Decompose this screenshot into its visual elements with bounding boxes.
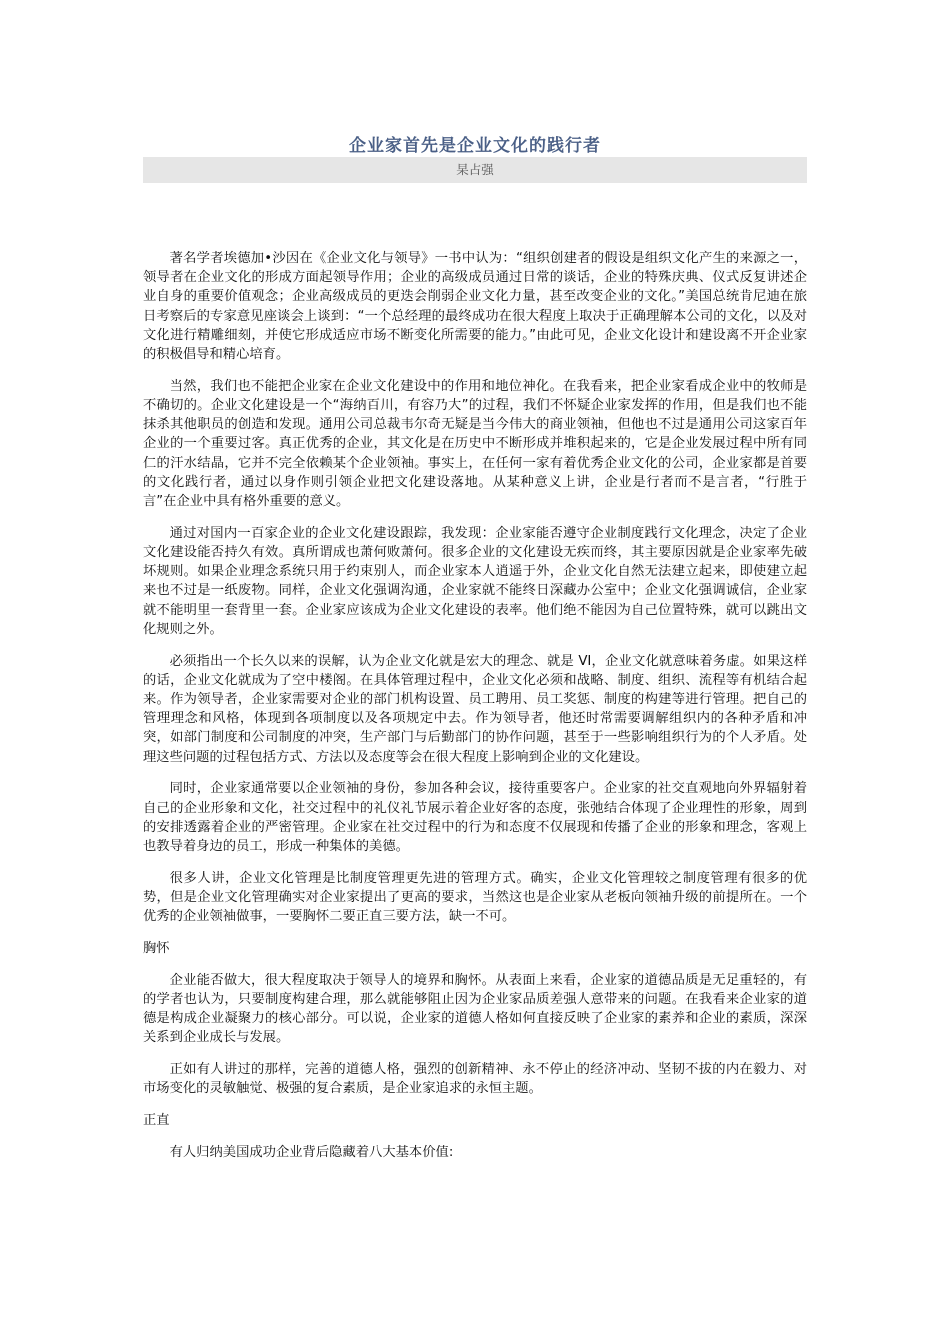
paragraph: 当然，我们也不能把企业家在企业文化建设中的作用和地位神化。在我看来，把企业家看成企业中的牧师是不确切的。企业文化建设是一个“海纳百川，有容乃大”的过程，我们不怀疑企业家发挥的作用，但是我们也不能抹杀其他职员的创造和发现。通用公司总裁韦尔奇无疑是当今伟大的商业领袖，但他也不过是通用公司这家百年企业的一个重要过客。真正优秀的企业，其文化是在历史中不断形成并堆积起来的，它是企业发展过程中所有同仁的汗水结晶，它并不完全依赖某个企业领袖。事实上，在任何一家有着优秀企业文化的公司，企业家都是首要的文化践行者，通过以身作则引领企业把文化建设落地。从某种意义上讲，企业是行者而不是言者，“行胜于言”在企业中具有格外重要的意义。 xyxy=(143,378,807,510)
author-bar xyxy=(143,157,807,183)
paragraph: 企业能否做大，很大程度取决于领导人的境界和胸怀。从表面上来看，企业家的道德品质是无足重轻的，有的学者也认为，只要制度构建合理，那么就能够阻止因为企业家品质差强人意带来的问题。在我看来企业家的道德是构成企业凝聚力的核心部分。可以说，企业家的道德人格如何直接反映了企业家的素养和企业的素质，深深关系到企业成长与发展。 xyxy=(143,972,807,1046)
paragraph: 正如有人讲过的那样，完善的道德人格，强烈的创新精神、永不停止的经济冲动、坚韧不拔的内在毅力、对市场变化的灵敏触觉、极强的复合素质，是企业家追求的永恒主题。 xyxy=(143,1062,807,1097)
paragraph: 有人归纳美国成功企业背后隐藏着八大基本价值: xyxy=(169,1145,454,1161)
paragraph: 著名学者埃德加•沙因在《企业文化与领导》一书中认为：“组织创建者的假设是组织文化产生的来源之一，领导者在企业文化的形成方面起领导作用；企业的高级成员通过日常的谈话，企业的特殊庆典、仪式反复讲述企业自身的重要价值观念；企业高级成员的更迭会削弱企业文化力量，甚至改变企业的文化。”美国总统肯尼迪在旅日考察后的专家意见座谈会上谈到：“一个总经理的最终成功在很大程度上取决于正确理解本公司的文化，以及对文化进行精雕细刻，并使它形成适应市场不断变化所需要的能力。”由此可见，企业文化设计和建设离不开企业家的积极倡导和精心培育。 xyxy=(143,251,807,363)
paragraph: 通过对国内一百家企业的企业文化建设跟踪，我发现：企业家能否遵守企业制度践行文化理念，决定了企业文化建设能否持久有效。真所谓成也萧何败萧何。很多企业的文化建设无疾而终，其主要原因就是企业家率先破坏规则。如果企业理念系统只用于约束别人，而企业家本人逍遥于外，企业文化自然无法建立起来，即使建立起来也不过是一纸废物。同样，企业文化强调沟通，企业家就不能终日深藏办公室中；企业文化强调诚信，企业家就不能明里一套背里一套。企业家应该成为企业文化建设的表率。他们绝不能因为自己位置特殊，就可以跳出文化规则之外。 xyxy=(143,525,807,637)
paragraph: 必须指出一个长久以来的误解，认为企业文化就是宏大的理念、就是 VI，企业文化就意味着务虚。如果这样的话，企业文化就成为了空中楼阁。在具体管理过程中，企业文化必须和战略、制度、组织、流程等有机结合起来。作为领导者，企业家需要对企业的部门机构设置、员工聘用、员工奖惩、制度的构建等进行管理。把自己的管理理念和风格，体现到各项制度以及各项规定中去。作为领导者，他还时常需要调解组织内的各种矛盾和冲突，如部门制度和公司制度的冲突，生产部门与后勤部门的协作问题，甚至于一些影响组织行为的个人矛盾。处理这些问题的过程包括方式、方法以及态度等会在很大程度上影响到企业的文化建设。 xyxy=(143,653,807,765)
paragraph: 同时，企业家通常要以企业领袖的身份，参加各种会议，接待重要客户。企业家的社交直观地向外界辐射着自己的企业形象和文化，社交过程中的礼仪礼节展示着企业好客的态度，张弛结合体现了企业理性的形象，周到的安排透露着企业的严密管理。企业家在社交过程中的行为和态度不仅展现和传播了企业的形象和理念，客观上也教导着身边的员工，形成一种集体的美德。 xyxy=(143,781,807,855)
article-body xyxy=(143,249,807,1175)
paragraph: 很多人讲，企业文化管理是比制度管理更先进的管理方式。确实，企业文化管理较之制度管理有很多的优势，但是企业文化管理确实对企业家提出了更高的要求，当然这也是企业家从老板向领袖升级的前提所在。一个优秀的企业领袖做事，一要胸怀二要正直三要方法，缺一不可。 xyxy=(143,870,807,925)
section-heading: 正直 xyxy=(143,1113,170,1129)
section-heading: 胸怀 xyxy=(143,941,170,957)
page-title: 企业家首先是企业文化的践行者 xyxy=(349,136,601,156)
author-name: 杲占强 xyxy=(456,162,494,177)
